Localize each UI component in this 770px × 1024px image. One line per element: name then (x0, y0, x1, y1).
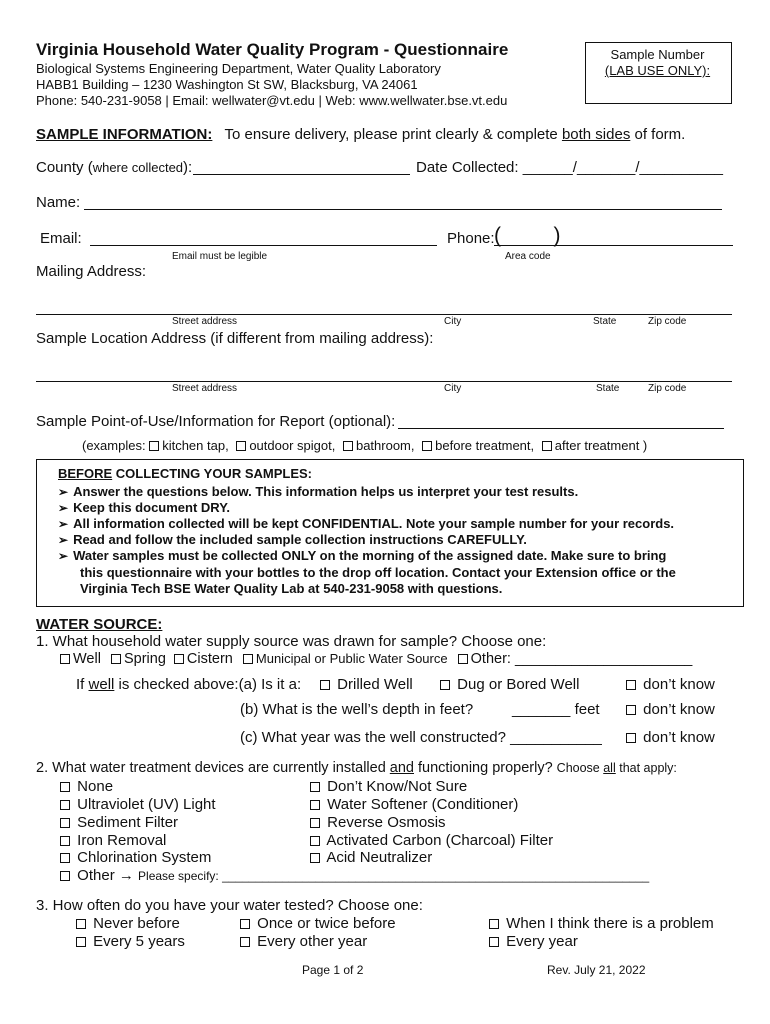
checkbox-icon[interactable] (60, 654, 70, 664)
other-treatment-option[interactable]: Other → Please specify: ________________________________________________________________ (60, 867, 649, 884)
checkbox-icon (60, 853, 70, 863)
frequency-option[interactable]: Every other year (240, 933, 367, 950)
checkbox-icon[interactable] (174, 654, 184, 664)
question-1: 1. What household water supply source was drawn for sample? Choose one: (36, 633, 547, 650)
examples-row: (examples: kitchen tap, outdoor spigot, bathroom, before treatment, after treatment ) (82, 438, 648, 453)
email-field[interactable] (90, 245, 437, 246)
question-2: 2. What water treatment devices are currently installed and functioning properly? Choose all that apply: (36, 760, 677, 776)
name-label: Name: (36, 194, 81, 211)
checkbox-icon[interactable] (542, 441, 552, 451)
checkbox-icon (440, 680, 450, 690)
checkbox-icon (489, 919, 499, 929)
frequency-option[interactable]: Every 5 years (76, 933, 185, 950)
checkbox-icon (489, 937, 499, 947)
checkbox-icon (310, 818, 320, 828)
street-hint: Street address (172, 316, 238, 327)
checkbox-icon (60, 782, 70, 792)
well-year-question[interactable]: (c) What year was the well constructed? ___________ (240, 729, 602, 746)
bullet-item: ➢ All information collected will be kept CONFIDENTIAL. Note your sample number for your records. (58, 516, 675, 531)
treatment-option[interactable]: Iron Removal (60, 832, 166, 849)
mailing-address-field[interactable] (36, 314, 732, 315)
sample-number-label: Sample Number (610, 47, 705, 62)
point-of-use-field[interactable] (398, 428, 724, 429)
sample-location-label: Sample Location Address (if different from mailing address): (36, 330, 434, 347)
email-hint: Email must be legible (172, 251, 268, 262)
treatment-option[interactable]: None (60, 778, 113, 795)
sample-info-heading: SAMPLE INFORMATION: (36, 126, 213, 143)
email-label: Email: (40, 230, 82, 247)
arrow-bullet-icon: ➢ (58, 533, 69, 547)
checkbox-icon (310, 800, 320, 810)
bullet-item: ➢ Read and follow the included sample collection instructions CAREFULLY. (58, 532, 527, 547)
frequency-option[interactable]: When I think there is a problem (489, 915, 714, 932)
frequency-option[interactable]: Never before (76, 915, 180, 932)
arrow-bullet-icon: ➢ (58, 485, 69, 499)
checkbox-icon (76, 919, 86, 929)
arrow-bullet-icon: ➢ (58, 549, 69, 563)
department-line: Biological Systems Engineering Department, Water Quality Laboratory (36, 61, 441, 76)
well-depth-field[interactable]: _______ feet (512, 701, 600, 718)
arrow-bullet-icon: ➢ (58, 501, 69, 515)
checkbox-icon (240, 919, 250, 929)
revision-date: Rev. July 21, 2022 (547, 963, 646, 977)
bullet-item: ➢ Answer the questions below. This information helps us interpret your test results. (58, 484, 579, 499)
before-heading: BEFORE COLLECTING YOUR SAMPLES: (58, 466, 312, 481)
area-code-hint: Area code (505, 251, 551, 262)
treatment-option[interactable]: Don’t Know/Not Sure (310, 778, 467, 795)
treatment-option[interactable]: Ultraviolet (UV) Light (60, 796, 216, 813)
treatment-option[interactable]: Reverse Osmosis (310, 814, 446, 831)
checkbox-icon[interactable] (343, 441, 353, 451)
checkbox-icon (240, 937, 250, 947)
lab-use-only-label: (LAB USE ONLY): (604, 63, 711, 78)
sample-location-field[interactable] (36, 381, 732, 382)
dug-well-option[interactable]: Dug or Bored Well (440, 676, 579, 693)
checkbox-icon (60, 836, 70, 846)
point-of-use-label: Sample Point-of-Use/Information for Report (optional): (36, 413, 396, 430)
well-depth-question: (b) What is the well’s depth in feet? (240, 701, 474, 718)
checkbox-icon (320, 680, 330, 690)
city-hint: City (444, 316, 462, 327)
county-label: County (where collected): (36, 159, 193, 176)
well-type-question: If well is checked above:(a) Is it a: (76, 676, 302, 693)
treatment-option[interactable]: Sediment Filter (60, 814, 178, 831)
mailing-address-label: Mailing Address: (36, 263, 147, 280)
date-collected-field[interactable]: Date Collected: ______/_______/__________ (416, 159, 723, 176)
zip-hint: Zip code (648, 316, 687, 327)
frequency-option[interactable]: Once or twice before (240, 915, 396, 932)
state-hint-2: State (596, 383, 620, 394)
both-sides-text: both sides (561, 126, 631, 143)
city-hint-2: City (444, 383, 462, 394)
page-number: Page 1 of 2 (302, 963, 364, 977)
checkbox-icon[interactable] (236, 441, 246, 451)
checkbox-icon (626, 733, 636, 743)
address-line: HABB1 Building – 1230 Washington St SW, Blacksburg, VA 24061 (36, 77, 418, 92)
phone-label: Phone: (447, 230, 495, 247)
checkbox-icon[interactable] (422, 441, 432, 451)
question-3: 3. How often do you have your water tested? Choose one: (36, 897, 423, 914)
treatment-option[interactable]: Activated Carbon (Charcoal) Filter (310, 832, 553, 849)
checkbox-icon[interactable] (243, 654, 253, 664)
area-code-parens: ( ) (494, 224, 561, 247)
treatment-option[interactable]: Acid Neutralizer (310, 849, 432, 866)
checkbox-icon (76, 937, 86, 947)
phone-field[interactable] (494, 245, 733, 246)
checkbox-icon (60, 800, 70, 810)
sample-info-row (36, 126, 685, 143)
dont-know-option[interactable]: don’t know (626, 676, 715, 693)
bullet-item: ➢ Water samples must be collected ONLY on the morning of the assigned date. Make sure to bring (58, 548, 667, 563)
bullet-item: ➢ Keep this document DRY. (58, 500, 231, 515)
checkbox-icon[interactable] (111, 654, 121, 664)
zip-hint-2: Zip code (648, 383, 687, 394)
county-field[interactable] (193, 174, 410, 175)
checkbox-icon (310, 782, 320, 792)
dont-know-option[interactable]: don’t know (626, 701, 715, 718)
checkbox-icon[interactable] (149, 441, 159, 451)
checkbox-icon (310, 853, 320, 863)
checkbox-icon (60, 818, 70, 828)
instruction-end: of form. (634, 126, 686, 143)
contact-line: Phone: 540-231-9058 | Email: wellwater@vt.edu | Web: www.wellwater.bse.vt.edu (36, 93, 508, 108)
drilled-well-option[interactable]: Drilled Well (320, 676, 413, 693)
street-hint-2: Street address (172, 383, 238, 394)
checkbox-icon (310, 836, 320, 846)
frequency-option[interactable]: Every year (489, 933, 578, 950)
arrow-bullet-icon: ➢ (58, 517, 69, 531)
checkbox-icon[interactable] (458, 654, 468, 664)
source-options-row: Well Spring Cistern Municipal or Public Water Source Other: ______________________ (60, 651, 692, 667)
checkbox-icon (626, 680, 636, 690)
dont-know-option[interactable]: don’t know (626, 729, 715, 746)
water-source-heading: WATER SOURCE: (36, 616, 163, 633)
form-title: Virginia Household Water Quality Program - Questionnaire (36, 40, 509, 59)
treatment-option[interactable]: Water Softener (Conditioner) (310, 796, 518, 813)
checkbox-icon (60, 871, 70, 881)
bullet-continuation: Virginia Tech BSE Water Quality Lab at 540-231-9058 with questions. (80, 581, 503, 596)
bullet-continuation: this questionnaire with your bottles to the drop off location. Contact your Extension office or the (80, 565, 676, 580)
state-hint: State (593, 316, 617, 327)
treatment-option[interactable]: Chlorination System (60, 849, 211, 866)
sample-info-instruction: To ensure delivery, please print clearly & complete (224, 126, 558, 143)
name-field[interactable] (84, 209, 722, 210)
checkbox-icon (626, 705, 636, 715)
